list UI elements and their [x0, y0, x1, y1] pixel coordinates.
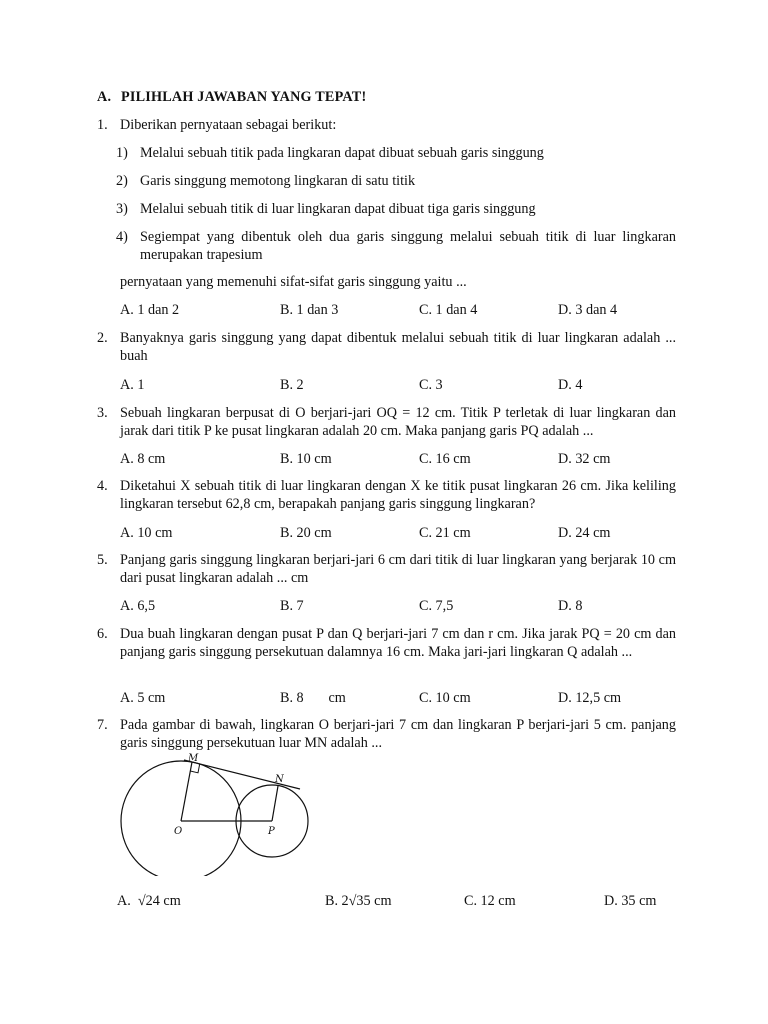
q4-option-c[interactable]: C. 21 cm [419, 525, 471, 541]
q5-option-a[interactable]: A. 6,5 [120, 598, 156, 614]
statement-2-text: Garis singgung memotong lingkaran di satu titik [140, 173, 416, 189]
question-1-follow: pernyataan yang memenuhi sifat-sifat garis singgung yaitu ... [120, 274, 467, 290]
q7-option-a[interactable]: A. √24 cm [117, 893, 181, 909]
q6-option-b[interactable]: B. 8 cm [280, 690, 346, 706]
q2-option-c[interactable]: C. 3 [419, 377, 443, 393]
q6-option-c[interactable]: C. 10 cm [419, 690, 471, 706]
q2-option-d[interactable]: D. 4 [558, 377, 583, 393]
question-2-text: Banyaknya garis singgung yang dapat dibentuk melalui sebuah titik di luar lingkaran adalah ... buah [120, 330, 676, 364]
statement-2-number: 2) [116, 173, 128, 189]
statement-1-text: Melalui sebuah titik pada lingkaran dapat dibuat sebuah garis singgung [140, 145, 544, 161]
section-title: PILIHLAH JAWABAN YANG TEPAT! [121, 89, 367, 105]
statement-4-number: 4) [116, 229, 128, 245]
q2-option-b[interactable]: B. 2 [280, 377, 304, 393]
statement-4-text: Segiempat yang dibentuk oleh dua garis singgung melalui sebuah titik di luar lingkaran merupakan trapesium [140, 229, 676, 263]
statement-3-text: Melalui sebuah titik di luar lingkaran dapat dibuat tiga garis singgung [140, 201, 536, 217]
q2-option-a[interactable]: A. 1 [120, 377, 145, 393]
tangent-circles-figure [118, 752, 310, 876]
q6-option-a[interactable]: A. 5 cm [120, 690, 166, 706]
question-3-text: Sebuah lingkaran berpusat di O berjari-jari OQ = 12 cm. Titik P terletak di luar lingkaran dan jarak dari titik P ke pusat lingkaran adalah 20 cm. Maka panjang garis PQ adalah ... [120, 405, 676, 439]
question-5-text: Panjang garis singgung lingkaran berjari-jari 6 cm dari titik di luar lingkaran yang berjarak 10 cm dari pusat lingkaran adalah ... cm [120, 552, 676, 586]
question-7-number: 7. [97, 717, 108, 733]
label-m: M [188, 753, 199, 764]
question-5-number: 5. [97, 552, 108, 568]
q5-option-b[interactable]: B. 7 [280, 598, 304, 614]
question-3-number: 3. [97, 405, 108, 421]
label-o: O [174, 826, 183, 837]
q3-option-d[interactable]: D. 32 cm [558, 451, 611, 467]
question-2-number: 2. [97, 330, 108, 346]
q7-option-d[interactable]: D. 35 cm [604, 893, 657, 909]
q6-option-d[interactable]: D. 12,5 cm [558, 690, 622, 706]
q1-option-a[interactable]: A. 1 dan 2 [120, 302, 180, 318]
q5-option-c[interactable]: C. 7,5 [419, 598, 454, 614]
question-1-text: Diberikan pernyataan sebagai berikut: [120, 117, 337, 133]
q1-option-b[interactable]: B. 1 dan 3 [280, 302, 339, 318]
q7-option-c[interactable]: C. 12 cm [464, 893, 516, 909]
label-p: P [268, 826, 275, 837]
q3-option-a[interactable]: A. 8 cm [120, 451, 166, 467]
q5-option-d[interactable]: D. 8 [558, 598, 583, 614]
q4-option-d[interactable]: D. 24 cm [558, 525, 611, 541]
question-4-text: Diketahui X sebuah titik di luar lingkaran dengan X ke titik pusat lingkaran 26 cm. Jika keliling lingkaran tersebut 62,8 cm, berapakah panjang garis singgung lingkaran? [120, 478, 676, 512]
section-letter: A. [97, 89, 112, 105]
q3-option-c[interactable]: C. 16 cm [419, 451, 471, 467]
q4-option-b[interactable]: B. 20 cm [280, 525, 332, 541]
q1-option-c[interactable]: C. 1 dan 4 [419, 302, 478, 318]
statement-1-number: 1) [116, 145, 128, 161]
statement-3-number: 3) [116, 201, 128, 217]
question-6-number: 6. [97, 626, 108, 642]
q3-option-b[interactable]: B. 10 cm [280, 451, 332, 467]
question-1-number: 1. [97, 117, 108, 133]
question-4-number: 4. [97, 478, 108, 494]
question-7-text: Pada gambar di bawah, lingkaran O berjari-jari 7 cm dan lingkaran P berjari-jari 5 cm. panjang garis singgung persekutuan luar MN adalah ... [120, 717, 676, 751]
radius-pn [272, 786, 278, 821]
q7-option-b[interactable]: B. 2√35 cm [325, 893, 392, 909]
question-6-text: Dua buah lingkaran dengan pusat P dan Q berjari-jari 7 cm dan r cm. Jika jarak PQ = 20 cm dan panjang garis singgung persekutuan dalamnya 16 cm. Maka jari-jari lingkaran Q adalah ... [120, 626, 676, 660]
label-n: N [275, 774, 284, 785]
q4-option-a[interactable]: A. 10 cm [120, 525, 173, 541]
q1-option-d[interactable]: D. 3 dan 4 [558, 302, 618, 318]
